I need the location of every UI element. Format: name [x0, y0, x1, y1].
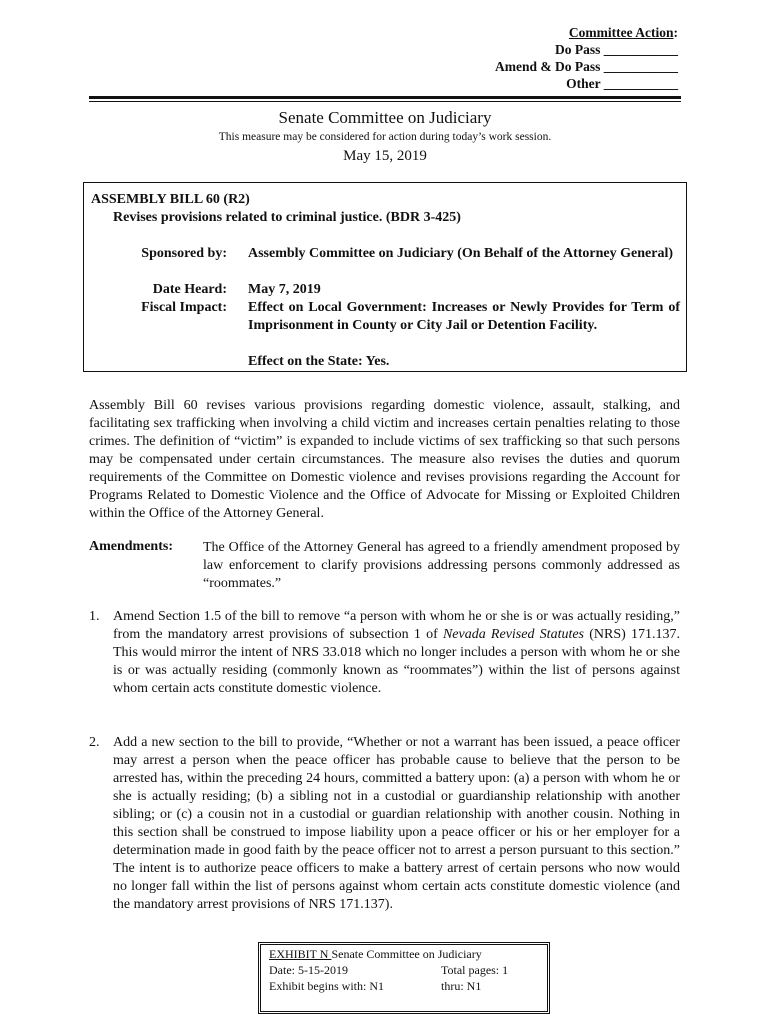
fiscal-impact-label: Fiscal Impact: — [141, 300, 227, 315]
exhibit-total-pages: Total pages: 1 — [441, 963, 509, 977]
committee-action-colon: : — [673, 25, 678, 40]
list-item-text-part: (NRS) 171.137. This would mirror the intent of NRS 33.018 which no longer includes a person with whom he or she is or was actually residing (commonly known as “roommates”) within the list of persons against whom certain acts constitute domestic violence. — [113, 627, 680, 696]
bill-summary-paragraph: Assembly Bill 60 revises various provisions regarding domestic violence, assault, stalking, and facilitating sex trafficking when involving a child victim and increases certain penalties relating to those crimes. The definition of “victim” is expanded to include victims of sex trafficking so that such persons may be compensated under certain circumstances. The measure also revises the duties and quorum requirements of the Committee on Domestic violence and revises provisions regarding the Account for Programs Related to Domestic Violence and the Office of Advocate for Missing or Exploited Children within the Office of the Attorney General. — [89, 398, 680, 521]
page-title: Senate Committee on Judiciary — [278, 108, 492, 127]
list-item-text-part: Amend Section 1.5 of the bill to remove “a person with whom he or she is or was actually residing,” from the mandatory arrest provisions of subsection 1 of — [113, 609, 680, 642]
exhibit-stamp — [258, 942, 550, 1014]
amendments-text: The Office of the Attorney General has agreed to a friendly amendment proposed by law enforcement to clarify provisions addressing persons commonly addressed as “roommates.” — [203, 540, 680, 591]
hearing-date: May 15, 2019 — [343, 148, 427, 164]
header-rule-thick — [89, 96, 681, 99]
date-heard-value: May 7, 2019 — [248, 282, 321, 297]
list-item-number: 2. — [89, 735, 100, 750]
exhibit-thru: thru: N1 — [441, 979, 482, 993]
list-item-number: 1. — [89, 609, 100, 624]
exhibit-begins: Exhibit begins with: N1 — [269, 979, 384, 993]
amend-do-pass-line: Amend & Do Pass ___________ — [494, 59, 678, 74]
exhibit-label: EXHIBIT N — [269, 947, 332, 961]
other-line: Other ___________ — [566, 76, 678, 91]
bill-description: Revises provisions related to criminal justice. (BDR 3-425) — [113, 210, 461, 225]
fiscal-state-value: Effect on the State: Yes. — [248, 354, 390, 369]
committee-action-block — [495, 24, 678, 92]
do-pass-line: Do Pass ___________ — [554, 42, 678, 57]
statute-title: Nevada Revised Statutes — [442, 627, 585, 642]
list-item-text — [113, 608, 680, 698]
list-item-text: Add a new section to the bill to provide, “Whether or not a warrant has been issued, a peace officer may arrest a person when the peace officer has probable cause to believe that the person to be arrested has, within the preceding 24 hours, committed a battery upon: (a) a person with whom he or she is actually residing; (b) a sibling not in a custodial or guardianship relationship with another sibling; or (c) a cousin not in a custodial or guardian relationship with another cousin. Nothing in this section shall be construed to impose liability upon a peace officer or his or her employer for a determination made in good faith by the peace officer not to arrest a person pursuant to this section.” The intent is to authorize peace officers to make a battery arrest of certain persons who now would no longer fall within the list of persons against whom certain acts constitute domestic violence (and the mandatory arrest provisions of NRS 171.137). — [113, 735, 680, 912]
bill-info-box — [83, 182, 687, 372]
date-heard-label: Date Heard: — [152, 282, 227, 297]
header-rule-thin — [89, 101, 681, 102]
exhibit-committee: Senate Committee on Judiciary — [331, 947, 482, 961]
work-session-note: This measure may be considered for action during today’s work session. — [218, 131, 552, 143]
sponsored-value: Assembly Committee on Judiciary (On Behalf of the Attorney General) — [248, 246, 673, 261]
bill-number: ASSEMBLY BILL 60 (R2) — [91, 192, 250, 207]
sponsored-label: Sponsored by: — [141, 246, 227, 261]
fiscal-impact-value: Effect on Local Government: Increases or Newly Provides for Term of Imprisonment in County or City Jail or Detention Facility. — [248, 300, 680, 333]
committee-action-heading: Committee Action — [568, 25, 674, 40]
exhibit-date: Date: 5-15-2019 — [269, 963, 348, 977]
amendments-label: Amendments: — [89, 539, 173, 554]
